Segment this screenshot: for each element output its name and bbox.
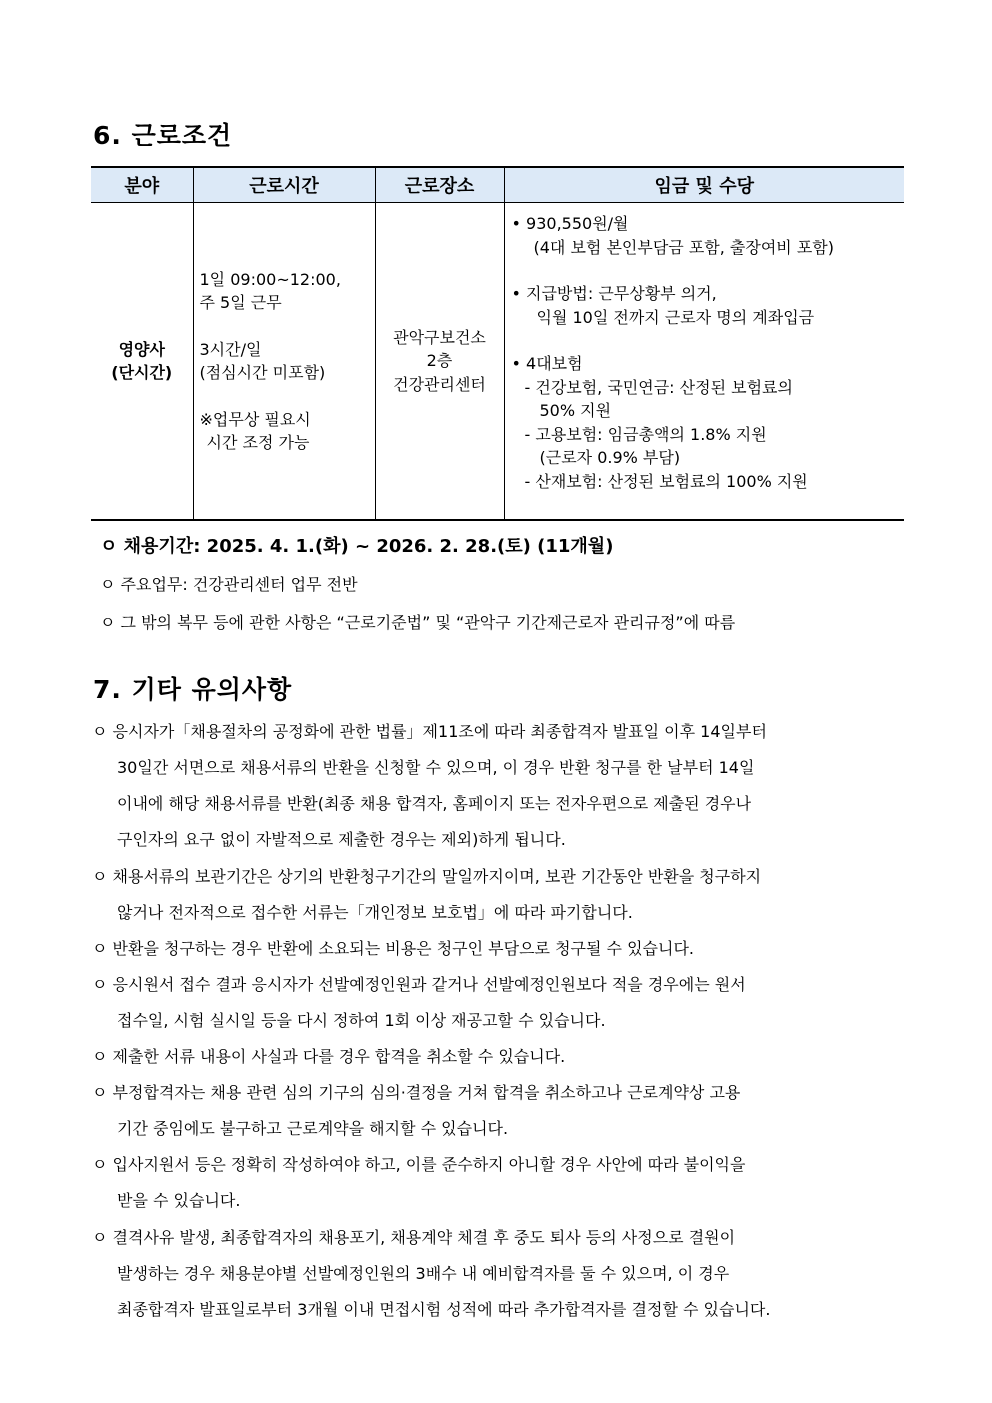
note-line: 구인자의 요구 없이 자발적으로 제출한 경우는 제외)하게 됩니다. [117,830,566,849]
cell-place [375,203,504,521]
pay-line: 익월 10일 전까지 근로자 명의 계좌입금 [536,307,815,327]
pay-line: • 4대보험 [511,354,583,373]
header-hours: 근로시간 [193,167,375,203]
hours-line: ※업무상 필요시 [199,409,311,429]
hours-line: 1일 09:00~12:00, [199,269,341,289]
place-line: 건강관리센터 [393,374,486,394]
other-regulations: ㅇ 그 밖의 복무 등에 관한 사항은 “근로기준법” 및 “관악구 기간제근로자 관리규정”에 따름 [100,613,736,632]
main-duties: ㅇ 주요업무: 건강관리센터 업무 전반 [100,575,358,594]
note-line: ㅇ 결격사유 발생, 최종합격자의 채용포기, 채용계약 체결 후 중도 퇴사 등의 사정으로 결원이 [92,1228,736,1247]
note-line: 접수일, 시험 실시일 등을 다시 정하여 1회 이상 재공고할 수 있습니다. [117,1011,606,1030]
pay-line: - 산재보험: 산정된 보험료의 100% 지원 [524,471,808,491]
place-line: 관악구보건소 [393,327,486,347]
pay-line: 50% 지원 [539,401,612,420]
hours-line: 주 5일 근무 [199,293,282,312]
field-line: (단시간) [111,363,173,382]
employment-period: ㅇ 채용기간: 2025. 4. 1.(화) ~ 2026. 2. 28.(토) (11개월) [100,536,614,557]
table-header-row [91,167,904,203]
note-line: 최종합격자 발표일로부터 3개월 이내 면접시험 성적에 따라 추가합격자를 결정할 수 있습니다. [117,1300,771,1319]
cell-pay [504,203,904,521]
note-line: ㅇ 응시원서 접수 결과 응시자가 선발예정인원과 같거나 선발예정인원보다 적을 경우에는 원서 [92,975,746,994]
working-conditions-table [91,166,904,521]
note-line: ㅇ 제출한 서류 내용이 사실과 다를 경우 합격을 취소할 수 있습니다. [92,1047,566,1066]
section-6-title: 6. 근로조건 [93,121,233,150]
note-line: ㅇ 채용서류의 보관기간은 상기의 반환청구기간의 말일까지이며, 보관 기간동안 반환을 청구하지 [92,867,762,886]
note-line: 기간 중임에도 불구하고 근로계약을 해지할 수 있습니다. [117,1119,509,1138]
header-place: 근로장소 [375,167,504,203]
header-pay: 임금 및 수당 [504,167,904,203]
hours-line: 3시간/일 [199,339,262,359]
note-line: 않거나 전자적으로 접수한 서류는「개인정보 보호법」에 따라 파기합니다. [117,903,633,922]
pay-line: (근로자 0.9% 부담) [539,448,681,467]
section-7-title: 7. 기타 유의사항 [93,675,293,704]
pay-line: • 930,550원/월 [511,214,629,233]
note-line: ㅇ 부정합격자는 채용 관련 심의 기구의 심의·결정을 거쳐 합격을 취소하고나 근로계약상 고용 [92,1083,741,1102]
note-line: 30일간 서면으로 채용서류의 반환을 신청할 수 있으며, 이 경우 반환 청구를 한 날부터 14일 [117,758,755,777]
note-line: 이내에 해당 채용서류를 반환(최종 채용 합격자, 홈페이지 또는 전자우편으로 제출된 경우나 [117,794,752,813]
pay-line: (4대 보험 본인부담금 포함, 출장여비 포함) [533,237,834,257]
table-row [91,203,904,521]
note-line: ㅇ 응시자가「채용절차의 공정화에 관한 법률」제11조에 따라 최종합격자 발표일 이후 14일부터 [92,722,767,741]
hours-line: (점심시간 미포함) [199,363,326,382]
note-line: 발생하는 경우 채용분야별 선발예정인원의 3배수 내 예비합격자를 둘 수 있으며, 이 경우 [117,1264,730,1283]
note-line: ㅇ 반환을 청구하는 경우 반환에 소요되는 비용은 청구인 부담으로 청구될 수 있습니다. [92,939,694,958]
field-line: 영양사 [118,339,165,359]
note-line: ㅇ 입사지원서 등은 정확히 작성하여야 하고, 이를 준수하지 아니할 경우 사안에 따라 불이익을 [92,1155,746,1174]
pay-line: - 건강보험, 국민연금: 산정된 보험료의 [524,377,793,397]
header-field: 분야 [91,167,193,203]
pay-line: - 고용보험: 임금총액의 1.8% 지원 [524,424,767,444]
place-line: 2층 [426,351,453,371]
cell-hours [193,203,375,521]
note-line: 받을 수 있습니다. [117,1191,241,1210]
cell-field [91,203,193,521]
pay-line: • 지급방법: 근무상황부 의거, [511,284,717,303]
hours-line: 시간 조정 가능 [206,433,310,452]
